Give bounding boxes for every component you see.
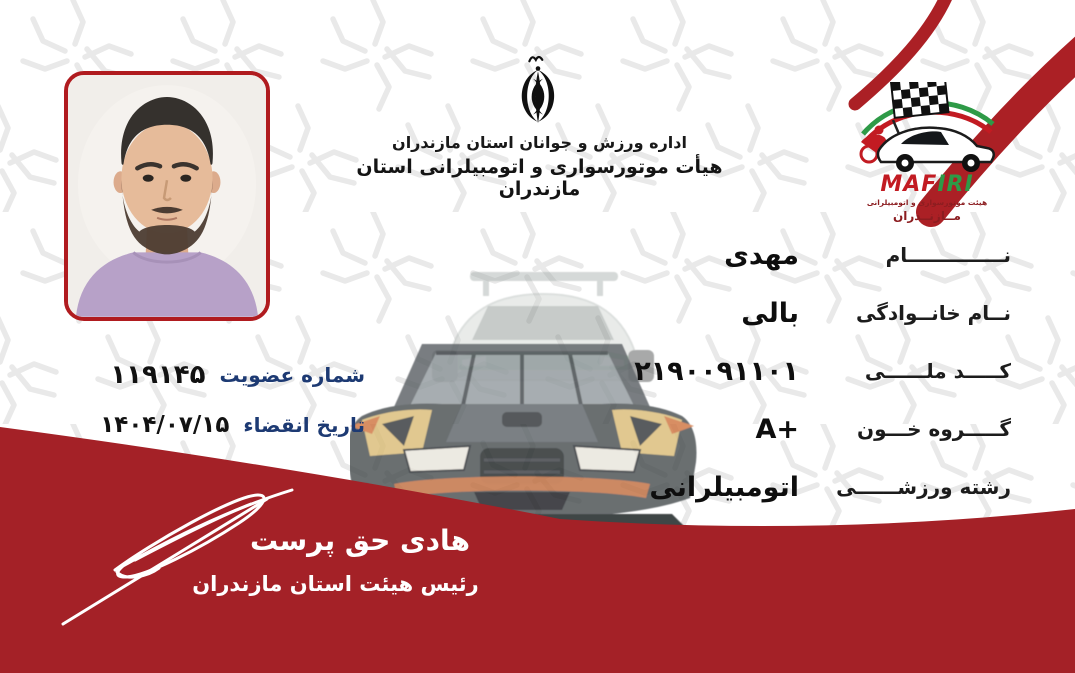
org-name-line1: اداره ورزش و جوانان استان مازندران [392, 133, 687, 152]
signer-name: هادی حق پرست [250, 524, 470, 557]
field-row-sport [649, 467, 1011, 507]
lastname-value: بالی [741, 297, 799, 329]
lastname-label: نــام خانــوادگی [856, 301, 1011, 325]
field-row-blood-type [755, 409, 1011, 449]
national-emblem-icon [502, 52, 574, 134]
name-value: مهدی [724, 239, 799, 271]
sport-label: رشته ورزشــــــی [836, 475, 1011, 499]
field-row-lastname [741, 293, 1011, 333]
photo-frame [64, 71, 270, 321]
portrait-photo [68, 75, 266, 317]
name-label: نــــــــــــــام [885, 243, 1011, 267]
signature-scribble [52, 478, 302, 648]
expiry-date-label: تاریخ انقضاء [243, 413, 365, 437]
logo-wordmark [880, 174, 973, 196]
org-name-line2: هیأت موتورسواری و اتومبیلرانی استان مازندران [356, 156, 723, 200]
logo-iri-text: IRI [937, 172, 974, 197]
blood-type-value: A+ [755, 413, 799, 445]
signer-title: رئیس هیئت استان مازندران [192, 572, 479, 596]
mafiri-logo-graphic [857, 82, 997, 176]
logo-car-icon [878, 128, 994, 172]
logo-province: مــازنــدران [893, 209, 961, 223]
mafiri-logo [852, 82, 1002, 223]
logo-maf-text: MAF [880, 172, 938, 197]
national-code-label: کـــــد ملــــــی [864, 359, 1011, 383]
field-row-name [724, 235, 1011, 275]
sport-value: اتومبیلرانی [649, 471, 799, 503]
national-code-value: ۲۱۹۰۰۹۱۱۰۱ [634, 355, 799, 387]
expiry-date-value: ۱۴۰۴/۰۷/۱۵ [100, 412, 230, 438]
expiry-date-row [100, 404, 365, 446]
field-row-national-code [634, 351, 1011, 391]
membership-number-label: شماره عضویت [219, 363, 365, 387]
blood-type-label: گـــــروه خـــون [857, 417, 1011, 441]
checkered-flag-icon [891, 82, 948, 118]
membership-number-row [110, 354, 365, 396]
membership-number-value: ۱۱۹۱۴۵ [110, 360, 206, 390]
logo-subtitle: هیئت موتورسواری و اتومبیلرانی [866, 198, 988, 207]
